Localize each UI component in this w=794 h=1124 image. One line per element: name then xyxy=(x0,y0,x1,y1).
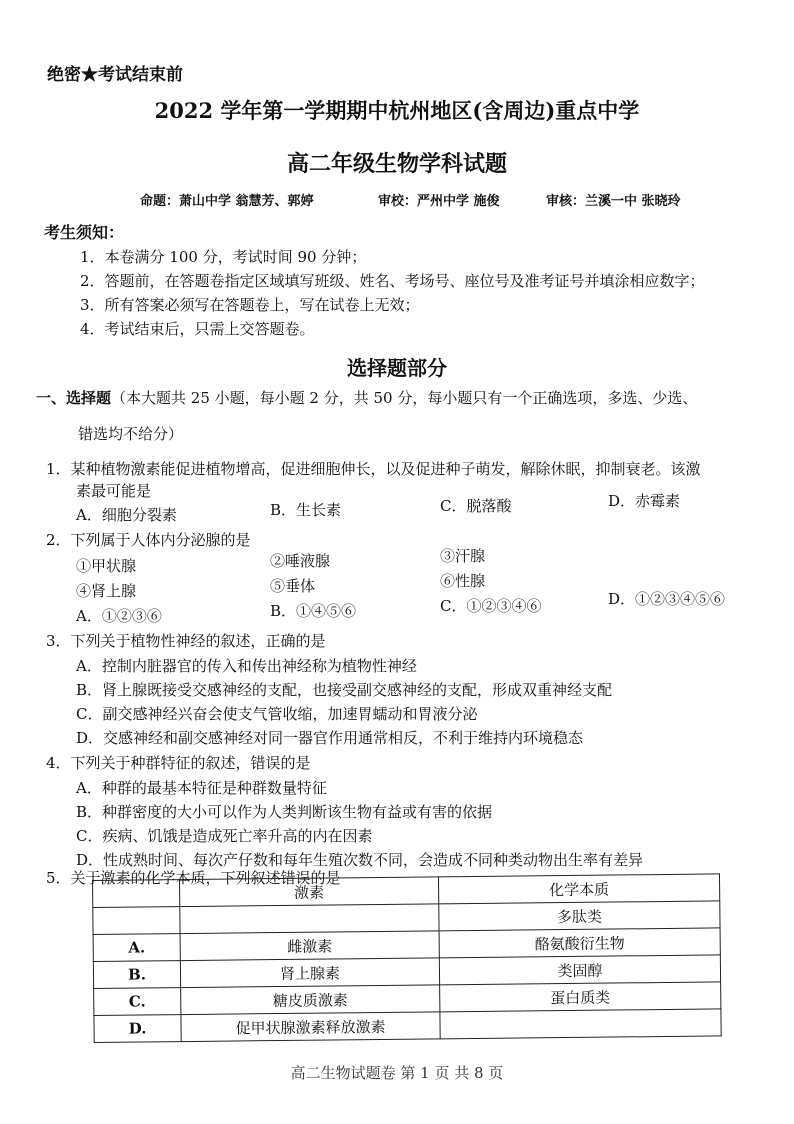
question-1-option-a: A．细胞分裂素 xyxy=(76,506,177,524)
credit-proofreader: 审校：严州中学 施俊 xyxy=(378,194,500,209)
question-1-stem-cont: 素最可能是 xyxy=(76,482,152,500)
question-2-option-c: C．①②③④⑥ xyxy=(440,597,542,615)
table-row-label: D. xyxy=(94,1015,181,1043)
question-2-item: ①甲状腺 xyxy=(76,557,137,575)
question-5-stem: 5．关于激素的化学本质，下列叙述错误的是 xyxy=(46,869,341,887)
question-2-stem: 2．下列属于人体内分泌腺的是 xyxy=(46,531,251,549)
question-2-item: ⑤垂体 xyxy=(270,577,316,595)
question-2-item: ⑥性腺 xyxy=(440,572,486,590)
table-cell: 雌激素 xyxy=(180,931,439,961)
table-cell: 酪氨酸衍生物 xyxy=(439,928,720,958)
part-label: 一、选择题 xyxy=(36,389,112,407)
notice-heading: 考生须知： xyxy=(44,223,125,242)
question-1-option-c: C．脱落酸 xyxy=(440,497,512,515)
credit-author: 命题：萧山中学 翁慧芳、郭婷 xyxy=(140,194,314,209)
table-cell: 糖皮质激素 xyxy=(181,985,440,1015)
question-4-option-d: D．性成熟时间、每次产仔数和每年生殖次数不同，会造成不同种类动物出生率有差异 xyxy=(76,851,644,869)
table-row xyxy=(94,1009,721,1043)
part-description-cont: 错选均不给分） xyxy=(78,425,184,443)
question-3-option-a: A．控制内脏器官的传入和传出神经称为植物性神经 xyxy=(76,657,417,675)
table-header-nature: 化学本质 xyxy=(438,874,719,904)
question-4-option-b: B．种群密度的大小可以作为人类判断该生物有益或有害的依据 xyxy=(76,803,493,821)
table-cell: 促甲状腺激素释放激素 xyxy=(181,1012,440,1042)
table-row-label: B. xyxy=(93,961,180,989)
table-cell: 蛋白质类 xyxy=(440,982,721,1012)
table-row-label: C. xyxy=(94,988,181,1016)
notice-item: 2．答题前，在答题卷指定区域填写班级、姓名、考场号、座位号及准考证号并填涂相应数字； xyxy=(80,272,705,290)
question-1-stem: 1．某种植物激素能促进植物增高，促进细胞伸长，以及促进种子萌发，解除休眠，抑制衰老。该激 xyxy=(46,460,701,478)
notice-item: 4．考试结束后，只需上交答题卷。 xyxy=(80,320,315,338)
question-1-option-d: D．赤霉素 xyxy=(608,492,681,510)
part-heading xyxy=(36,387,697,408)
page-footer: 高二生物试题卷 第 1 页 共 8 页 xyxy=(290,1064,504,1082)
table-cell xyxy=(440,1009,721,1039)
question-3-option-c: C．副交感神经兴奋会使支气管收缩，加速胃蠕动和胃液分泌 xyxy=(76,705,478,723)
question-3-stem: 3．下列关于植物性神经的叙述，正确的是 xyxy=(46,632,326,650)
question-2-option-d: D．①②③④⑤⑥ xyxy=(608,590,726,608)
table-header-hormone: 激素 xyxy=(180,877,439,907)
section-title: 选择题部分 xyxy=(347,356,447,380)
question-2-item: ④肾上腺 xyxy=(76,582,137,600)
table-cell xyxy=(180,904,439,934)
question-4-option-c: C．疾病、饥饿是造成死亡率升高的内在因素 xyxy=(76,827,373,845)
question-5-table xyxy=(92,873,722,1043)
question-4-stem: 4．下列关于种群特征的叙述，错误的是 xyxy=(46,754,311,772)
exam-subtitle: 高二年级生物学科试题 xyxy=(286,151,507,177)
notice-item: 1．本卷满分 100 分，考试时间 90 分钟； xyxy=(80,248,367,266)
table-row-label: A. xyxy=(93,934,180,962)
question-4-option-a: A．种群的最基本特征是种群数量特征 xyxy=(76,779,327,797)
question-2-item: ③汗腺 xyxy=(440,547,486,565)
notice-item: 3．所有答案必须写在答题卷上，写在试卷上无效； xyxy=(80,296,420,314)
question-1-option-b: B．生长素 xyxy=(270,501,342,519)
question-3-option-d: D．交感神经和副交感神经对同一器官作用通常相反，不利于维持内环境稳态 xyxy=(76,729,584,747)
exam-title: 2022 学年第一学期期中杭州地区(含周边)重点中学 xyxy=(154,98,640,123)
table-cell xyxy=(93,880,180,908)
question-2-option-b: B．①④⑤⑥ xyxy=(270,602,357,620)
table-cell: 类固醇 xyxy=(439,955,720,985)
question-2-item: ②唾液腺 xyxy=(270,552,331,570)
confidential-label: 绝密★考试结束前 xyxy=(47,65,183,85)
credit-reviewer: 审核：兰溪一中 张晓玲 xyxy=(546,194,681,209)
question-2-option-a: A．①②③⑥ xyxy=(76,607,162,625)
table-cell: 多肽类 xyxy=(439,901,720,931)
part-description: （本大题共 25 小题，每小题 2 分，共 50 分，每小题只有一个正确选项，多选、少选、 xyxy=(111,389,698,407)
table-cell: 肾上腺素 xyxy=(180,958,439,988)
table-cell xyxy=(93,907,180,935)
question-3-option-b: B．肾上腺既接受交感神经的支配，也接受副交感神经的支配，形成双重神经支配 xyxy=(76,681,613,699)
